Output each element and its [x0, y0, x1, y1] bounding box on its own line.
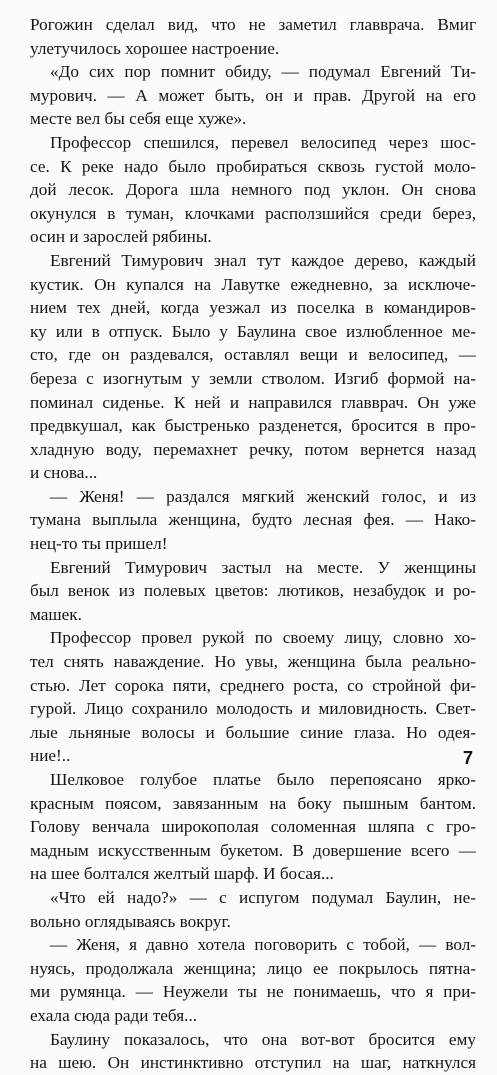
text-line: ку или в отпуск. Было у Баулина свое излюбленное ме-	[30, 321, 476, 341]
text-line: Шелковое голубое платье было перепоясано ярко-	[50, 770, 476, 789]
text-line: ехала сюда ради тебя...	[30, 1005, 198, 1025]
text-line: Голову венчала широкополая соломенная шляпа с гро-	[30, 817, 476, 837]
text-line: месте вел бы себя еще хуже».	[30, 109, 247, 129]
text-line: красным поясом, завязанным на боку пышным бантом.	[30, 793, 476, 813]
text-line: се. К реке надо было пробираться сквозь густой моло-	[30, 156, 476, 176]
text-line: машек.	[30, 604, 82, 624]
text-line: хладную воду, перемахнет речку, потом вернется назад	[30, 439, 476, 459]
text-line: Профессор спешился, перевел велосипед через шос-	[50, 132, 476, 152]
text-line: и снова...	[30, 463, 98, 483]
text-line: Профессор провел рукой по своему лицу, словно хо-	[50, 628, 476, 648]
text-line: — Женя, я давно хотела поговорить с тобой, — вол-	[50, 935, 476, 955]
text-line: тумана выплыла женщина, будто лесная фея. — Нако-	[30, 510, 476, 530]
text-line: ние!..	[30, 746, 71, 766]
text-line: нец-то ты пришел!	[30, 534, 168, 554]
text-line: предвкушал, как быстренько разденется, бросится в про-	[30, 416, 476, 436]
text-line: мурович. — А может быть, он и прав. Другой на его	[30, 85, 476, 105]
text-line: окунулся в туман, клочками расползшийся среди берез,	[30, 203, 476, 223]
book-page-text	[30, 13, 476, 1075]
text-line: мадным искусственным букетом. В довершение всего —	[30, 840, 476, 860]
text-line: Евгений Тимурович застыл на месте. У женщины	[50, 557, 476, 577]
text-line: береза с изогнутым у земли стволом. Изгиб формой на-	[30, 368, 476, 388]
text-line: стью. Лет сорока пяти, среднего роста, со стройной фи-	[30, 675, 476, 695]
text-line: поминал сиденье. К ней и направился главврач. Он уже	[30, 392, 476, 412]
text-line: улетучилось хорошее настроение.	[30, 38, 280, 58]
text-line: кустик. Он купался на Лавутке ежедневно, за исключе-	[30, 274, 476, 294]
text-line: Рогожин сделал вид, что не заметил главврача. Вмиг	[30, 15, 476, 34]
text-line: на шее болтался желтый шарф. И босая...	[30, 864, 334, 884]
text-line: дой лесок. Дорога шла немного под уклон. Он снова	[30, 180, 476, 200]
text-line: «До сих пор помнит обиду, — подумал Евгений Ти-	[50, 62, 476, 82]
text-line: нием тех дней, когда уезжал из поселка в командиров-	[30, 298, 476, 318]
text-line: Баулину показалось, что она вот-вот бросится ему	[50, 1029, 476, 1049]
text-line: гурой. Лицо сохранило молодость и миловидность. Свет-	[30, 699, 476, 719]
text-line: тел снять наваждение. Но увы, женщина была реально-	[30, 652, 476, 672]
text-line: осин и зарослей рябины.	[30, 227, 212, 247]
text-line: — Женя! — раздался мягкий женский голос, и из	[50, 486, 476, 506]
text-line: лые льняные волосы и большие синие глаза. Но одея-	[30, 722, 476, 742]
text-line: «Что ей надо?» — с испугом подумал Баулин, не-	[50, 887, 476, 907]
text-line: ми румянца. — Неужели ты не понимаешь, что я при-	[30, 982, 476, 1002]
page-number: 7	[462, 748, 473, 768]
text-line: нуясь, продолжала женщина; лицо ее покрылось пятна-	[30, 958, 476, 978]
text-line: вольно оглядываясь вокруг.	[30, 911, 231, 931]
text-line: был венок из полевых цветов: лютиков, незабудок и ро-	[30, 581, 476, 601]
text-line: Евгений Тимурович знал тут каждое дерево, каждый	[50, 250, 476, 270]
text-line: сто, где он раздевался, оставлял вещи и велосипед, —	[30, 345, 476, 365]
text-line: на шею. Он инстинктивно отступил на шаг, наткнулся	[30, 1053, 476, 1073]
